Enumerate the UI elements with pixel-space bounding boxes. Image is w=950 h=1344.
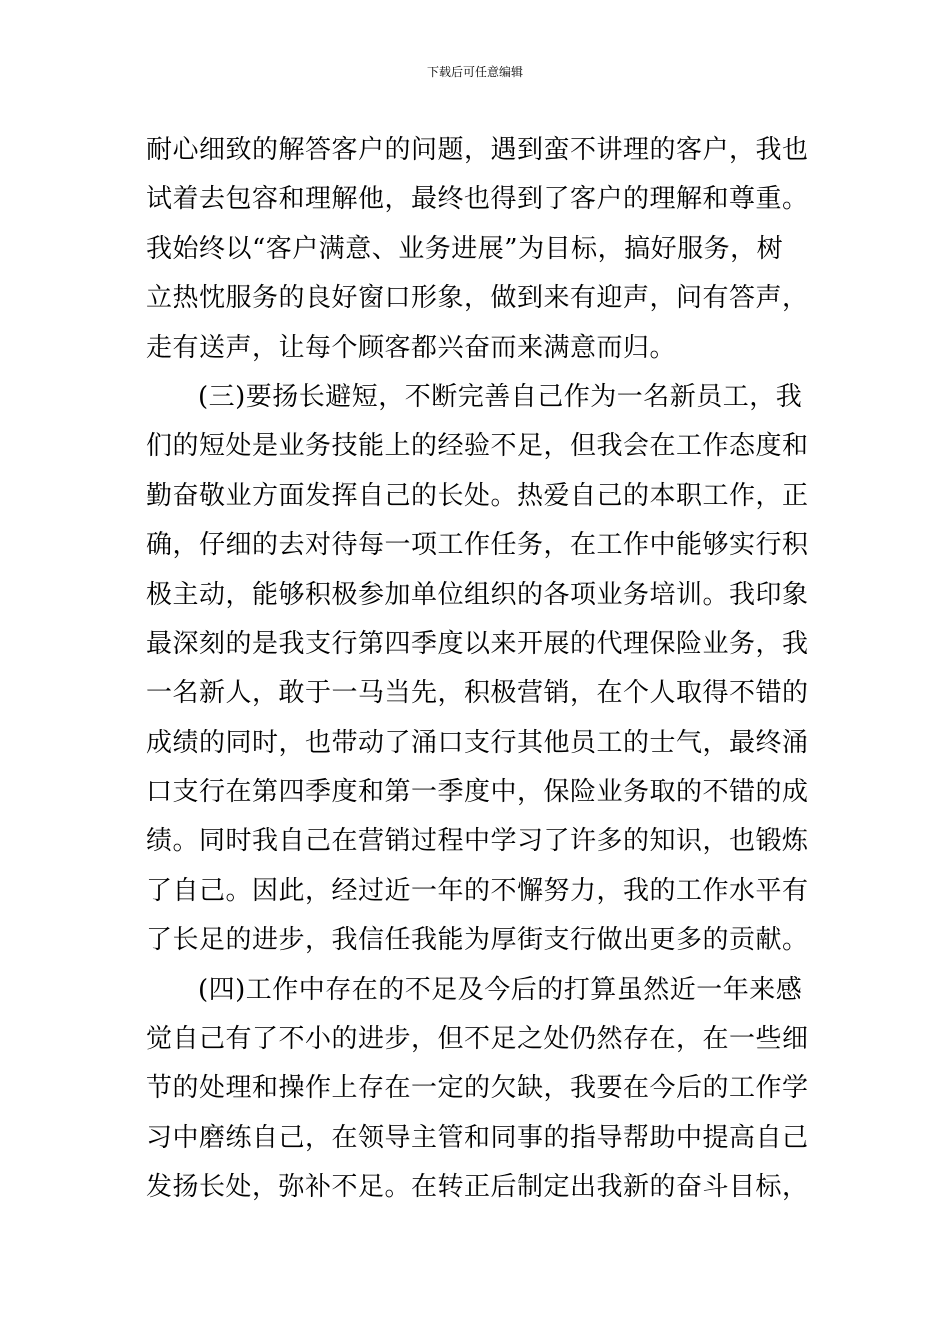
paragraph-start-line: (三)要扬长避短，不断完善自己作为一名新员工，我 bbox=[198, 381, 803, 412]
text-line: 最深刻的是我支行第四季度以来开展的代理保险业务，我 bbox=[146, 628, 809, 659]
text-line: 我始终以“客户满意、业务进展”为目标，搞好服务，树 bbox=[146, 233, 784, 264]
paragraph-start-line: (四)工作中存在的不足及今后的打算虽然近一年来感 bbox=[198, 974, 803, 1005]
text-line: 成绩的同时，也带动了涌口支行其他员工的士气，最终涌 bbox=[146, 727, 809, 758]
text-line: 发扬长处，弥补不足。在转正后制定出我新的奋斗目标， bbox=[146, 1172, 809, 1203]
text-line: 一名新人，敢于一马当先，积极营销，在个人取得不错的 bbox=[146, 678, 809, 709]
text-line: 习中磨练自己，在领导主管和同事的指导帮助中提高自己 bbox=[146, 1122, 809, 1153]
text-line: 了长足的进步，我信任我能为厚街支行做出更多的贡献。 bbox=[146, 925, 809, 956]
text-line: 走有送声，让每个顾客都兴奋而来满意而归。 bbox=[146, 332, 677, 363]
document-body bbox=[146, 126, 809, 1213]
text-line: 口支行在第四季度和第一季度中，保险业务取的不错的成 bbox=[146, 777, 809, 808]
text-line: 立热忱服务的良好窗口形象，做到来有迎声，问有答声， bbox=[146, 283, 809, 314]
text-line: 确，仔细的去对待每一项工作任务，在工作中能够实行积 bbox=[146, 530, 809, 561]
text-line: 耐心细致的解答客户的问题，遇到蛮不讲理的客户，我也 bbox=[146, 135, 809, 165]
text-line: 了自己。因此，经过近一年的不懈努力，我的工作水平有 bbox=[146, 875, 809, 906]
text-line: 勤奋敬业方面发挥自己的长处。热爱自己的本职工作，正 bbox=[146, 480, 809, 511]
text-line: 们的短处是业务技能上的经验不足，但我会在工作态度和 bbox=[146, 431, 809, 462]
text-line: 觉自己有了不小的进步，但不足之处仍然存在，在一些细 bbox=[146, 1024, 809, 1055]
text-line: 节的处理和操作上存在一定的欠缺，我要在今后的工作学 bbox=[146, 1073, 809, 1104]
text-line: 极主动，能够积极参加单位组织的各项业务培训。我印象 bbox=[146, 579, 809, 610]
text-line: 绩。同时我自己在营销过程中学习了许多的知识，也锻炼 bbox=[146, 826, 809, 857]
page-header: 下载后可任意编辑 bbox=[426, 65, 523, 79]
text-line: 试着去包容和理解他，最终也得到了客户的理解和尊重。 bbox=[146, 184, 809, 215]
